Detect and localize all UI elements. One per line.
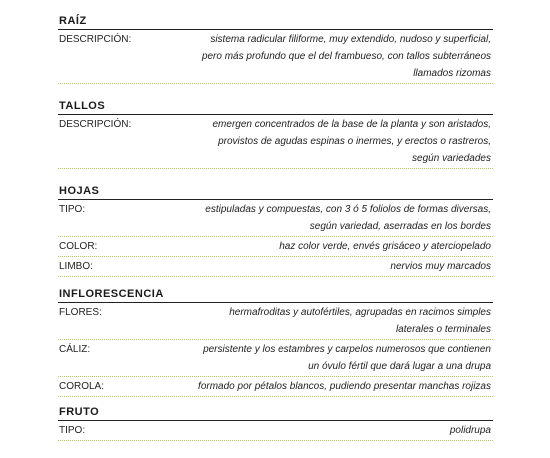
value-line: llamados rizomas [413, 68, 491, 79]
row-value [390, 258, 493, 275]
row-label: TIPO: [59, 204, 86, 215]
section-title: FRUTO [58, 404, 493, 421]
row-label: TIPO: [59, 425, 86, 436]
row-label: DESCRIPCIÓN: [59, 34, 132, 45]
section-raiz [58, 13, 493, 84]
row-label: COROLA: [59, 381, 105, 392]
value-line: formado por pétalos blancos, pudiendo presentar manchas rojizas [198, 381, 491, 392]
value-line: emergen concentrados de la base de la planta y son aristados, [212, 119, 491, 130]
section-inflorescencia [58, 286, 493, 397]
row-value [229, 304, 493, 338]
row-value [202, 31, 493, 82]
value-line: provistos de agudas espinas o inermes, y erectos o rastreros, [218, 136, 491, 147]
row-value [212, 116, 493, 167]
row-value [279, 238, 493, 255]
value-line: sistema radicular filiforme, muy extendido, nudoso y superficial, [210, 34, 491, 45]
row-label: COLOR: [59, 241, 98, 252]
row-tipo [58, 421, 493, 441]
value-line: polidrupa [449, 425, 491, 436]
row-limbo [58, 257, 493, 277]
value-line: según variedad, aserradas en los bordes [309, 221, 491, 232]
row-value [205, 201, 493, 235]
row-label: FLORES: [59, 307, 102, 318]
section-fruto [58, 404, 493, 441]
row-label: CÁLIZ: [59, 344, 91, 355]
section-title: TALLOS [58, 98, 493, 115]
value-line: según variedades [412, 153, 491, 164]
row-tipo [58, 200, 493, 237]
row-flores [58, 303, 493, 340]
value-line: un óvulo fértil que dará lugar a una drupa [308, 361, 491, 372]
section-title: HOJAS [58, 183, 493, 200]
value-line: persistente y los estambres y carpelos numerosos que contienen [203, 344, 491, 355]
value-line: hermafroditas y autofértiles, agrupadas en racimos simples [229, 307, 491, 318]
row-label: LIMBO: [59, 261, 93, 272]
row-label: DESCRIPCIÓN: [59, 119, 132, 130]
value-line: estipuladas y compuestas, con 3 ó 5 foliolos de formas diversas, [205, 204, 491, 215]
section-title: RAÍZ [58, 13, 493, 30]
row-corola [58, 377, 493, 397]
row-descripcion [58, 115, 493, 169]
row-caliz [58, 340, 493, 377]
row-value [198, 378, 493, 395]
row-descripcion [58, 30, 493, 84]
value-line: pero más profundo que el del frambueso, con tallos subterráneos [201, 51, 491, 62]
section-tallos [58, 98, 493, 169]
value-line: laterales o terminales [395, 324, 491, 335]
section-title: INFLORESCENCIA [58, 286, 493, 303]
section-hojas [58, 183, 493, 277]
row-color [58, 237, 493, 257]
row-value [450, 422, 493, 439]
value-line: haz color verde, envés grisáceo y aterciopelado [279, 241, 491, 252]
row-value [203, 341, 493, 375]
value-line: nervios muy marcados [390, 261, 491, 272]
